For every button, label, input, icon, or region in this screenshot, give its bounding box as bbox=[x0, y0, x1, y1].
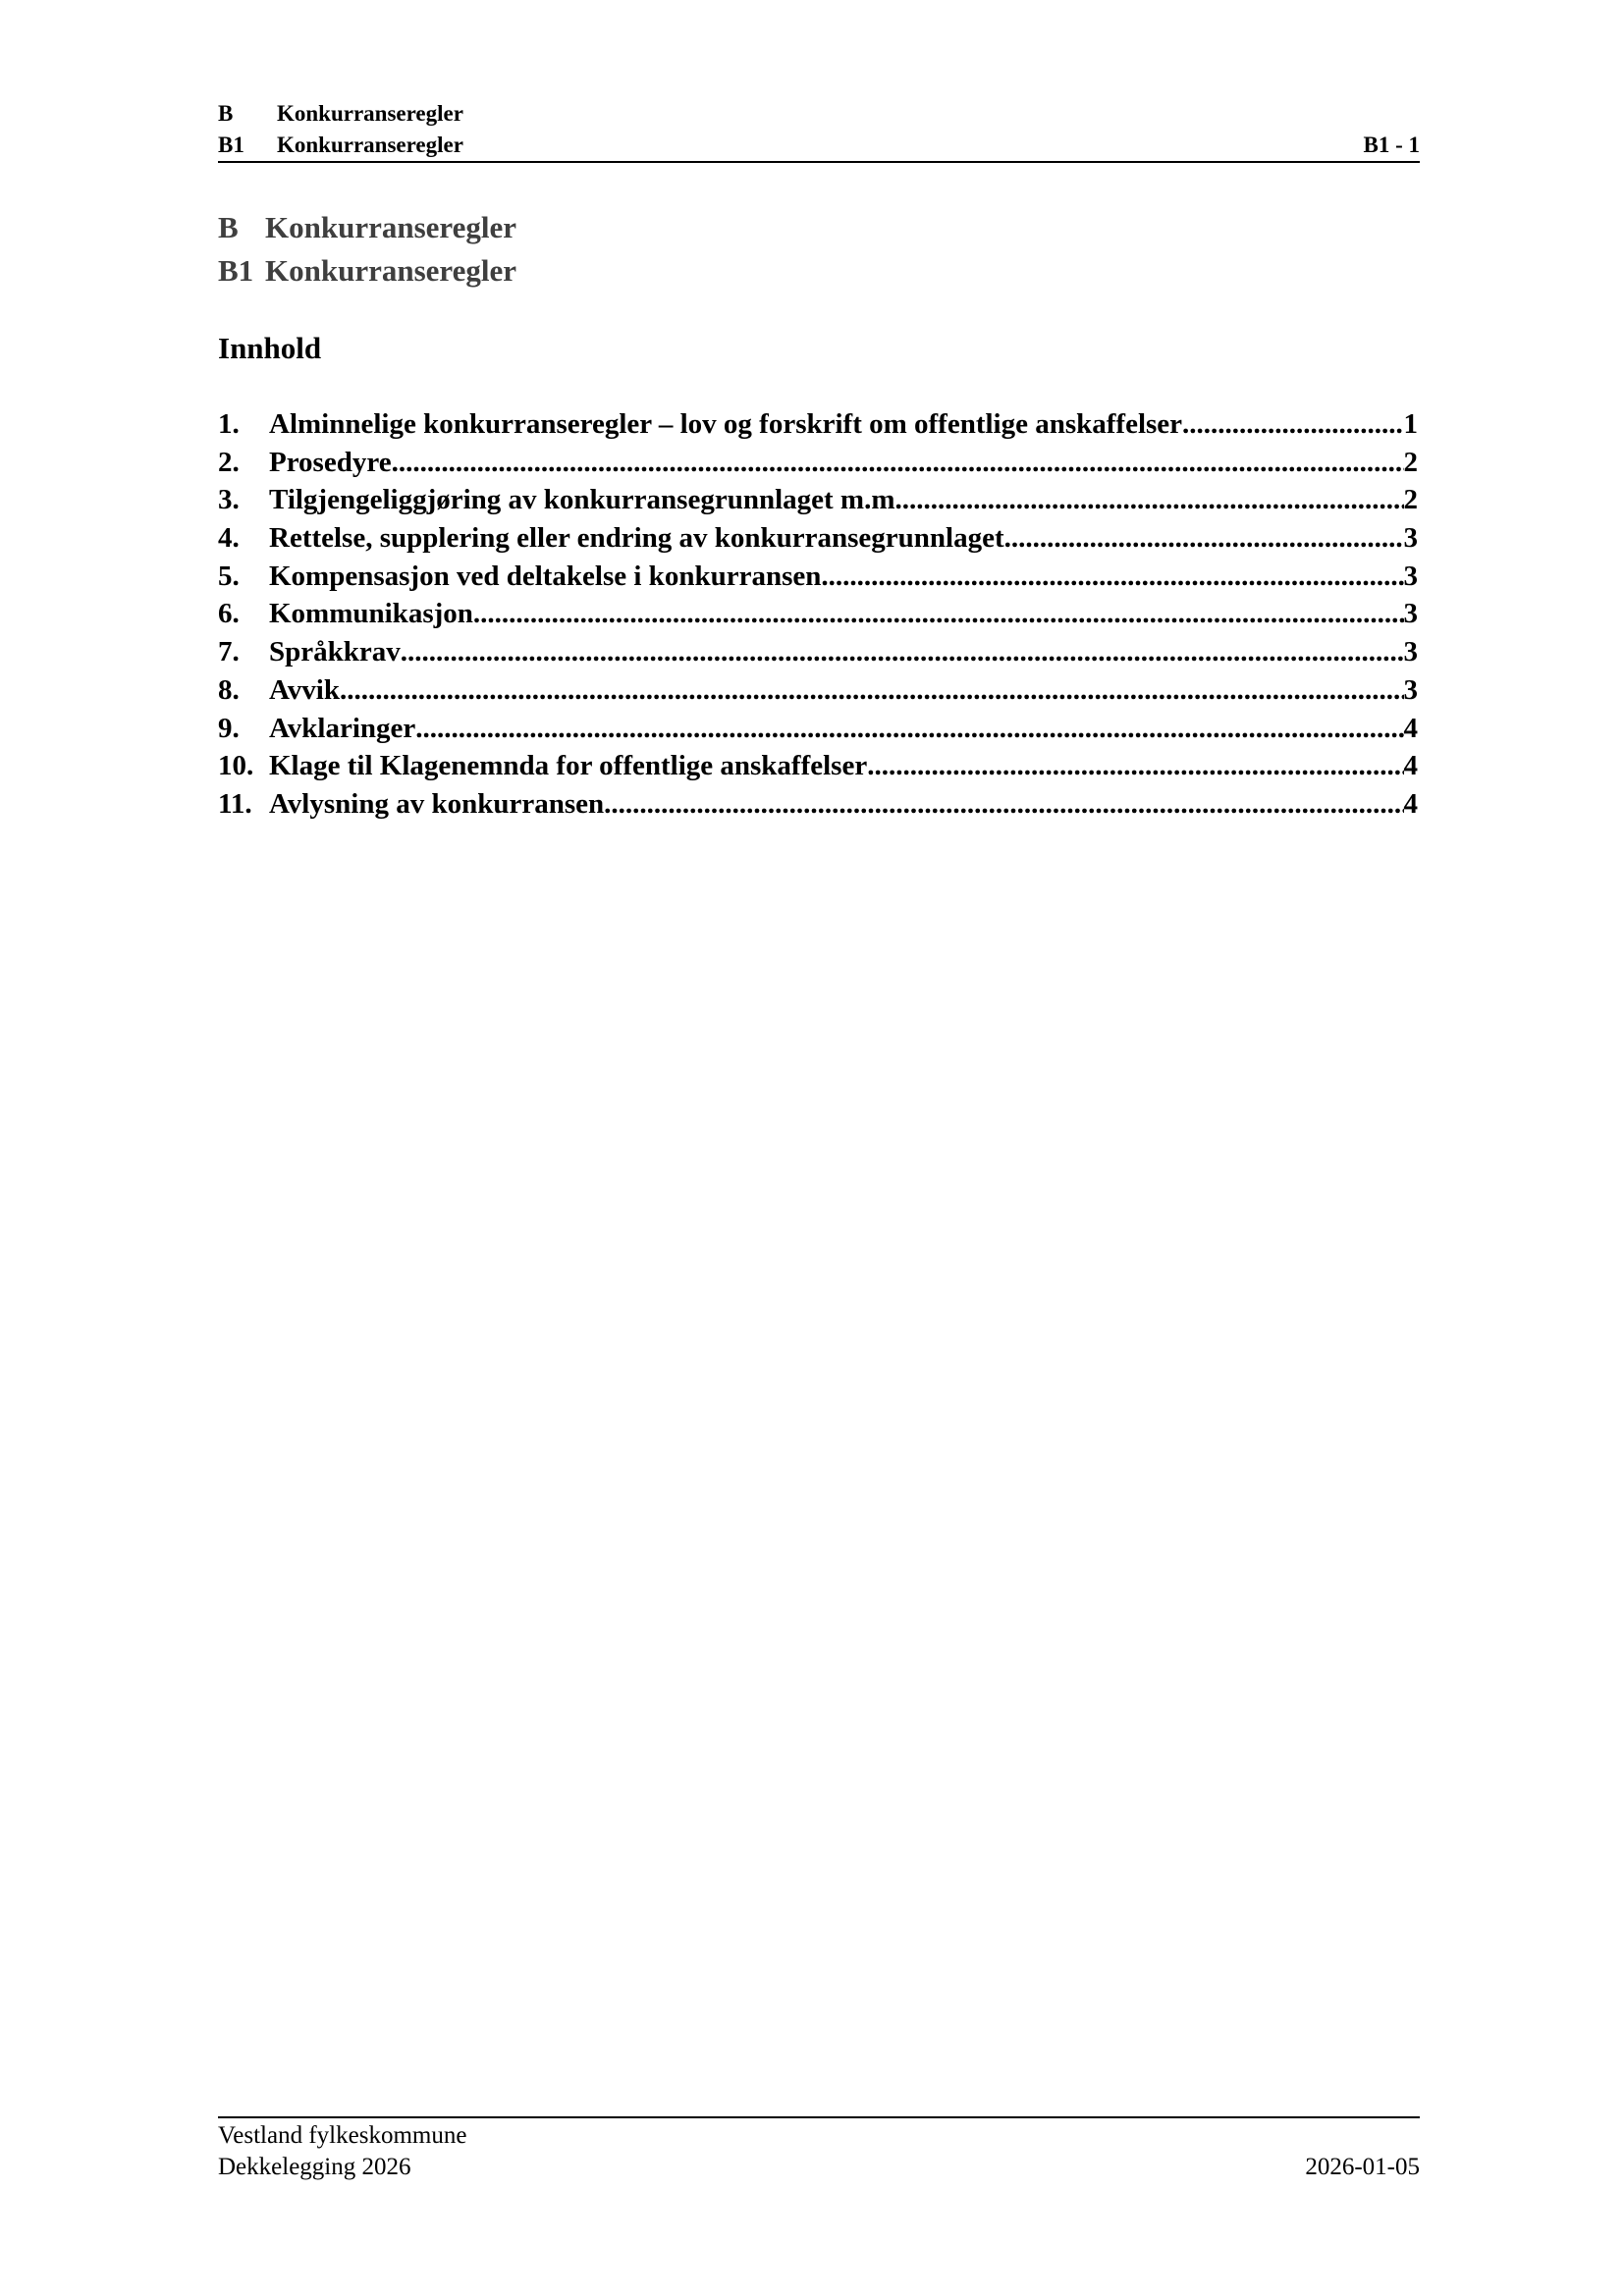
toc-entry-title: Språkkrav bbox=[269, 636, 401, 668]
toc-entry-title: Kompensasjon ved deltakelse i konkurransen bbox=[269, 560, 822, 592]
section-heading bbox=[218, 208, 516, 247]
toc-entry-page: 3 bbox=[1403, 636, 1418, 668]
toc-heading: Innhold bbox=[218, 331, 322, 365]
footer-line-1 bbox=[218, 2120, 1420, 2152]
toc-entry-page: 3 bbox=[1403, 522, 1418, 555]
subsection-heading-code: B1 bbox=[218, 253, 254, 288]
header-subsection-code: B1 bbox=[218, 133, 244, 157]
toc-dot-leader bbox=[392, 444, 1404, 482]
toc-entry[interactable] bbox=[218, 405, 1418, 444]
toc-dot-leader bbox=[604, 785, 1403, 824]
table-of-contents bbox=[218, 405, 1418, 824]
toc-entry-number: 6. bbox=[218, 598, 240, 630]
toc-entry[interactable] bbox=[218, 481, 1418, 519]
footer-organization: Vestland fylkeskommune bbox=[218, 2122, 467, 2149]
toc-entry-title: Alminnelige konkurranseregler – lov og forskrift om offentlige anskaffelser bbox=[269, 408, 1183, 440]
toc-entry-number: 1. bbox=[218, 408, 240, 440]
toc-entry-page: 4 bbox=[1403, 787, 1418, 820]
toc-entry-title: Avvik bbox=[269, 673, 340, 706]
header-line-2 bbox=[218, 130, 1420, 161]
toc-dot-leader bbox=[340, 671, 1404, 710]
toc-entry-page: 3 bbox=[1403, 673, 1418, 706]
toc-dot-leader bbox=[401, 633, 1404, 671]
toc-entry-title: Prosedyre bbox=[269, 446, 392, 478]
running-header bbox=[218, 98, 1420, 163]
toc-entry-number: 3. bbox=[218, 484, 240, 516]
toc-entry-page: 2 bbox=[1403, 446, 1418, 478]
toc-entry-number: 4. bbox=[218, 522, 240, 555]
toc-dot-leader bbox=[1182, 405, 1403, 444]
toc-entry-number: 9. bbox=[218, 712, 240, 744]
toc-entry-number: 7. bbox=[218, 636, 240, 668]
toc-entry[interactable] bbox=[218, 785, 1418, 824]
toc-entry-number: 2. bbox=[218, 446, 240, 478]
subsection-heading bbox=[218, 251, 516, 291]
toc-dot-leader bbox=[821, 558, 1403, 596]
toc-dot-leader bbox=[415, 710, 1403, 748]
toc-entry-page: 2 bbox=[1403, 484, 1418, 516]
toc-entry[interactable] bbox=[218, 595, 1418, 633]
toc-entry-title: Klage til Klagenemnda for offentlige anskaffelser bbox=[269, 750, 868, 782]
header-section-code: B bbox=[218, 101, 234, 126]
toc-dot-leader bbox=[1004, 519, 1404, 558]
footer-date: 2026-01-05 bbox=[1305, 2154, 1420, 2180]
toc-dot-leader bbox=[867, 747, 1403, 785]
toc-entry[interactable] bbox=[218, 558, 1418, 596]
footer-project: Dekkelegging 2026 bbox=[218, 2154, 411, 2180]
toc-entry-number: 10. bbox=[218, 750, 254, 782]
toc-entry-number: 5. bbox=[218, 560, 240, 592]
toc-entry-number: 11. bbox=[218, 787, 252, 820]
toc-entry[interactable] bbox=[218, 633, 1418, 671]
toc-entry-number: 8. bbox=[218, 673, 240, 706]
toc-dot-leader bbox=[473, 595, 1404, 633]
toc-entry-title: Rettelse, supplering eller endring av konkurransegrunnlaget bbox=[269, 522, 1004, 555]
toc-entry[interactable] bbox=[218, 747, 1418, 785]
subsection-heading-title: Konkurranseregler bbox=[265, 253, 517, 288]
toc-entry[interactable] bbox=[218, 671, 1418, 710]
running-footer bbox=[218, 2116, 1420, 2183]
toc-entry[interactable] bbox=[218, 710, 1418, 748]
toc-entry-title: Tilgjengeliggjøring av konkurransegrunnlaget m.m. bbox=[269, 484, 902, 516]
toc-entry-page: 3 bbox=[1403, 560, 1418, 592]
header-line-1 bbox=[218, 98, 1420, 130]
header-page-number: B1 - 1 bbox=[1363, 133, 1420, 157]
toc-entry-title: Avklaringer bbox=[269, 712, 416, 744]
header-section-title: Konkurranseregler bbox=[277, 101, 463, 126]
footer-line-2 bbox=[218, 2152, 1420, 2183]
toc-entry[interactable] bbox=[218, 519, 1418, 558]
toc-entry-page: 4 bbox=[1403, 750, 1418, 782]
toc-entry-title: Kommunikasjon bbox=[269, 598, 473, 630]
section-heading-title: Konkurranseregler bbox=[265, 210, 517, 244]
section-heading-code: B bbox=[218, 210, 239, 244]
toc-entry-title: Avlysning av konkurransen bbox=[269, 787, 605, 820]
toc-entry-page: 1 bbox=[1403, 408, 1418, 440]
toc-entry-page: 3 bbox=[1403, 598, 1418, 630]
toc-entry-page: 4 bbox=[1403, 712, 1418, 744]
header-subsection-title: Konkurranseregler bbox=[277, 133, 463, 157]
toc-entry[interactable] bbox=[218, 444, 1418, 482]
toc-dot-leader bbox=[902, 481, 1404, 519]
